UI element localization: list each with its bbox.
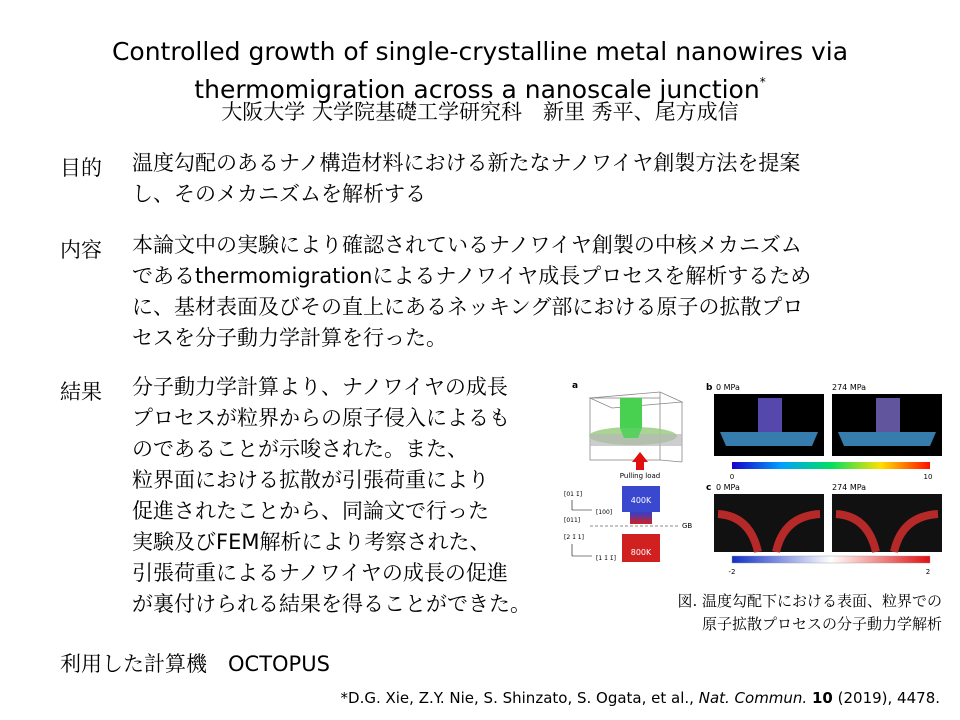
c-right-label: 274 MPa [832, 483, 867, 492]
title-reference-mark: * [759, 75, 766, 89]
pulling-load-label: Pulling load [619, 472, 661, 480]
panel-a-label: a [572, 381, 579, 391]
computer-used: 利用した計算機 OCTOPUS [60, 652, 330, 676]
figure-caption-line: 図. 温度勾配下における表面、粒界での [677, 592, 942, 610]
panel-b-label: b [706, 383, 713, 393]
reference-authors: *D.G. Xie, Z.Y. Nie, S. Shinzato, S. Ogata, et al., [340, 689, 699, 707]
b-colorbar [732, 462, 930, 469]
b-right-label: 274 MPa [832, 383, 867, 392]
result-line: プロセスが粒界からの原子侵入によるも [132, 406, 510, 430]
purpose-line: し、そのメカニズムを解析する [132, 182, 426, 206]
reference-year-pages: (2019), 4478. [832, 689, 940, 707]
purpose-text [132, 148, 922, 210]
content-label: 内容 [60, 238, 102, 262]
c-colorbar [732, 556, 930, 563]
content-text [132, 230, 922, 354]
content-line: であるthermomigrationによるナノワイヤ成長プロセスを解析するため [132, 264, 812, 288]
result-text [132, 372, 592, 620]
figure-caption-line: 原子拡散プロセスの分子動力学解析 [701, 615, 942, 633]
result-line: 実験及びFEM解析により考察された、 [132, 530, 491, 554]
dir-011-label: [011] [564, 517, 581, 524]
b-colorbar-max: 10 [923, 473, 933, 481]
pulling-load-arrow [632, 452, 648, 470]
purpose-line: 温度勾配のあるナノ構造材料における新たなナノワイヤ創製方法を提案 [132, 151, 801, 175]
title-line-2-text: thermomigration across a nanoscale junction [194, 75, 760, 104]
c-left-label: 0 MPa [716, 483, 740, 492]
reference-volume: 10 [812, 689, 833, 707]
dir-111-label: [1 1̄ 1̄] [596, 555, 616, 562]
c-colorbar-min: -2 [728, 568, 736, 576]
c-left-image [714, 494, 824, 552]
title-line-1: Controlled growth of single-crystalline metal nanowires via [111, 37, 849, 66]
b-left-label: 0 MPa [716, 383, 740, 392]
result-line: が裏付けられる結果を得ることができた。 [132, 592, 531, 616]
result-line: 分子動力学計算より、ナノワイヤの成長 [132, 375, 508, 399]
authors: 大阪大学 大学院基礎工学研究科 新里 秀平、尾方成信 [221, 100, 739, 124]
simulation-box-3d [589, 392, 682, 462]
dir-211-label: [2 1̄ 1] [564, 534, 584, 541]
figure-caption [560, 590, 942, 636]
dir-01-label: [01 1̄] [564, 491, 583, 498]
c-right-image [832, 494, 942, 552]
purpose-label: 目的 [60, 156, 102, 180]
result-line: 促進されたことから、同論文で行った [132, 499, 489, 523]
result-line: 引張荷重によるナノワイヤの成長の促進 [132, 561, 508, 585]
temp-bottom-label: 800K [630, 548, 652, 557]
junction [630, 512, 652, 524]
figure [560, 376, 950, 576]
dir-100-label: [100] [596, 509, 613, 516]
temp-top-label: 400K [630, 496, 652, 505]
schematic-nanowire [564, 452, 692, 562]
result-line: 粒界面における拡散が引張荷重により [132, 468, 489, 492]
result-label: 結果 [60, 380, 102, 404]
content-line: セスを分子動力学計算を行った。 [132, 326, 447, 350]
reference-journal: Nat. Commun. [698, 689, 808, 707]
result-line: のであることが示唆された。また、 [132, 437, 468, 461]
b-colorbar-min: 0 [729, 473, 735, 481]
reference [341, 689, 940, 707]
panel-c-label: c [706, 483, 712, 493]
content-line: 本論文中の実験により確認されているナノワイヤ創製の中核メカニズム [132, 233, 802, 257]
content-line: に、基材表面及びその直上にあるネッキング部における原子の拡散プロ [132, 295, 804, 319]
gb-label: GB [682, 522, 693, 530]
c-colorbar-max: 2 [925, 568, 931, 576]
